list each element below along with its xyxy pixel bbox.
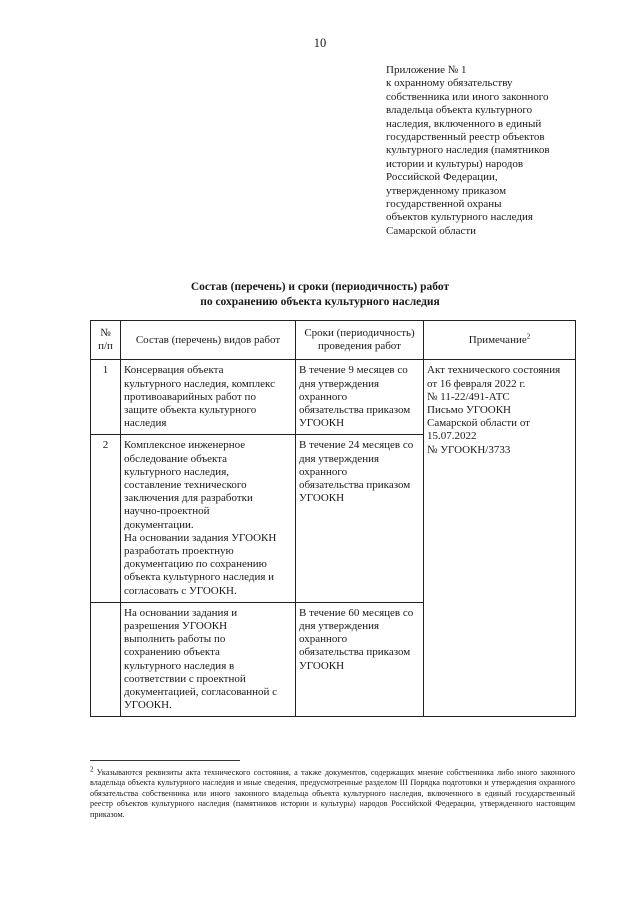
title-line-2: по сохранению объекта культурного наследия [200,296,440,308]
appendix-line: культурного наследия (памятников [386,144,550,157]
row-number: 2 [91,435,121,602]
footnote-number: 2 [90,765,94,774]
page-number: 10 [313,36,327,50]
appendix-line: владельца объекта культурного [386,104,533,117]
row-terms: В течение 24 месяцев со дня утверждения охранного обязательства приказом УГООКН [296,435,424,602]
appendix-line: утвержденному приказом [386,184,507,197]
appendix-line: собственника или иного законного [386,90,549,103]
table-header-row [91,321,576,360]
works-table [90,320,576,717]
appendix-line: государственной охраны [386,198,502,211]
document-title [0,280,640,310]
header-note: Примечание$^2$ [424,321,576,360]
appendix-line: Самарской области [386,224,477,237]
footnote-text: Указываются реквизиты акта технического состояния, а также документов, содержащих мнение собственника либо иного законного владельца объекта культурного наследия и иные сведения, предусмотренные разделом III Порядка подготовки и утверждения охранного обязательства собственника или иного законного владельца объекта культурного наследия, включенного в единый государственный реестр объектов культурного наследия (памятников истории и культуры) народов Российской Федерации, утвержденного настоящим приказом. [90,768,575,819]
footnote [90,765,575,820]
row-terms: В течение 60 месяцев со дня утверждения охранного обязательства приказом УГООКН [296,602,424,717]
appendix-line: к охранному обязательству [386,77,513,90]
appendix-line: Российской Федерации, [386,171,498,184]
appendix-line: истории и культуры) народов [386,157,524,170]
appendix-header [386,64,606,238]
row-works: Консервация объекта культурного наследия, комплекс противоаварийных работ по защите объекта культурного наследия [121,360,296,435]
appendix-line: государственный реестр объектов [386,131,545,144]
row-terms: В течение 9 месяцев со дня утверждения охранного обязательства приказом УГООКН [296,360,424,435]
row-number [91,602,121,717]
title-line-1: Состав (перечень) и сроки (периодичность) работ [190,281,450,293]
header-terms: Сроки (периодичность) проведения работ [296,321,424,360]
row-works: На основании задания и разрешения УГООКН выполнить работы по сохранению объекта культурного наследия в соответствии с проектной документацией, согласованной с УГООКН. [121,602,296,717]
header-num: № п/п [91,321,121,360]
appendix-line: наследия, включенного в единый [386,117,542,130]
header-works: Состав (перечень) видов работ [121,321,296,360]
appendix-line: Приложение № 1 [386,64,467,76]
footnote-mark: 2 [526,331,531,340]
table-row [91,360,576,435]
appendix-line: объектов культурного наследия [386,211,533,224]
row-note: Акт технического состояния от 16 февраля 2022 г. № 11-22/491-АТС Письмо УГООКН Самарской области от 15.07.2022 № УГООКН/3733 [424,360,576,717]
footnote-divider [90,760,240,761]
row-number: 1 [91,360,121,435]
row-works: Комплексное инженерное обследование объекта культурного наследия, составление технического заключения для разработки научно-проектной документации. На основании задания УГООКН разработать проектную документацию по сохранению объекта культурного наследия и согласовать с УГООКН. [121,435,296,602]
